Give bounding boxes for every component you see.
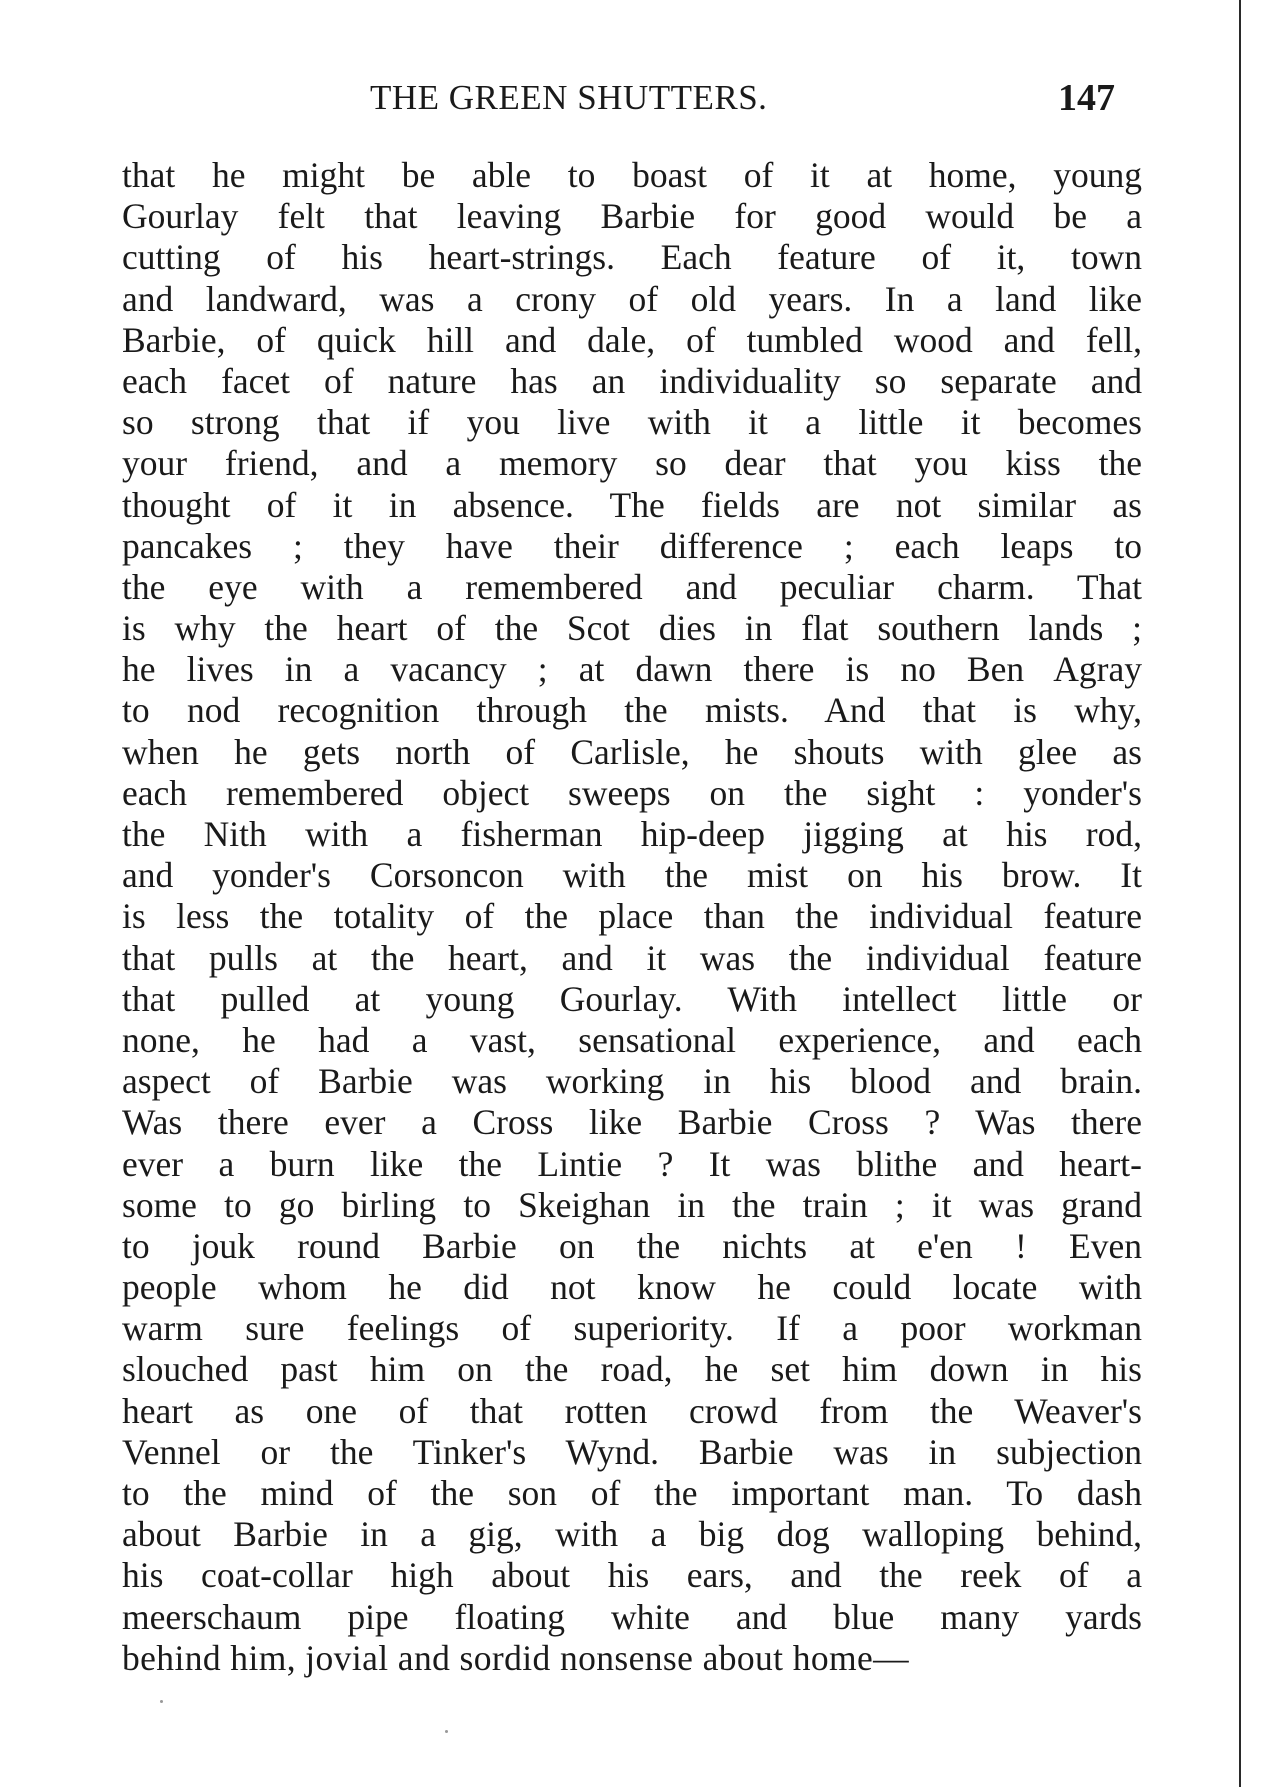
running-title: THE GREEN SHUTTERS. bbox=[370, 78, 768, 117]
text-line: the Nith with a fisherman hip-deep jigging at his rod, bbox=[122, 814, 1142, 854]
text-line: behind him, jovial and sordid nonsense about home— bbox=[122, 1637, 910, 1678]
text-line: that pulls at the heart, and it was the individual feature bbox=[122, 937, 1142, 978]
text-line: ever a burn like the Lintie ? It was blithe and heart- bbox=[122, 1143, 1142, 1184]
text-line: when he gets north of Carlisle, he shouts with glee as bbox=[122, 731, 1142, 772]
text-line: Gourlay felt that leaving Barbie for good would be a bbox=[122, 196, 1142, 237]
text-line: some to go birling to Skeighan in the train ; it was grand bbox=[122, 1184, 1142, 1225]
text-line: meerschaum pipe floating white and blue many yards bbox=[122, 1596, 1142, 1637]
text-line: pancakes ; they have their difference ; each leaps to bbox=[122, 525, 1142, 566]
page-number: 147 bbox=[1058, 77, 1115, 119]
text-line: and landward, was a crony of old years. In a land like bbox=[122, 278, 1142, 319]
text-line: to jouk round Barbie on the nichts at e'en ! Even bbox=[122, 1225, 1142, 1266]
text-line: he lives in a vacancy ; at dawn there is no Ben Agray bbox=[122, 649, 1142, 690]
text-line: to nod recognition through the mists. And that is why, bbox=[122, 690, 1142, 731]
text-line: Barbie, of quick hill and dale, of tumbled wood and fell, bbox=[122, 319, 1142, 360]
text-line: aspect of Barbie was working in his blood and brain. bbox=[122, 1061, 1142, 1102]
text-line: Was there ever a Cross like Barbie Cross ? Was there bbox=[122, 1102, 1142, 1143]
text-line: is less the totality of the place than the individual feature bbox=[122, 896, 1142, 937]
paper-speck bbox=[160, 1700, 163, 1703]
text-line: so strong that if you live with it a little it becomes bbox=[122, 402, 1142, 443]
text-line: people whom he did not know he could locate with bbox=[122, 1267, 1142, 1308]
text-line: warm sure feelings of superiority. If a poor workman bbox=[122, 1308, 1142, 1349]
text-line: slouched past him on the road, he set him down in his bbox=[122, 1349, 1142, 1390]
text-line: thought of it in absence. The fields are not similar as bbox=[122, 484, 1142, 525]
text-line: about Barbie in a gig, with a big dog walloping behind, bbox=[122, 1514, 1142, 1555]
text-line: and yonder's Corsoncon with the mist on his brow. It bbox=[122, 855, 1142, 896]
text-line: the eye with a remembered and peculiar charm. That bbox=[122, 566, 1142, 607]
text-line: that pulled at young Gourlay. With intellect little or bbox=[122, 978, 1142, 1019]
text-line: heart as one of that rotten crowd from the Weaver's bbox=[122, 1390, 1142, 1431]
text-line: each facet of nature has an individuality so separate and bbox=[122, 360, 1142, 401]
text-line: is why the heart of the Scot dies in flat southern lands ; bbox=[122, 608, 1142, 649]
text-line: his coat-collar high about his ears, and the reek of a bbox=[122, 1555, 1142, 1596]
text-line: none, he had a vast, sensational experience, and each bbox=[122, 1019, 1142, 1060]
text-line: cutting of his heart-strings. Each feature of it, town bbox=[122, 237, 1142, 278]
body-text bbox=[122, 155, 1142, 1679]
text-line: Vennel or the Tinker's Wynd. Barbie was in subjection bbox=[122, 1431, 1142, 1472]
text-line: that he might be able to boast of it at home, young bbox=[122, 155, 1142, 195]
text-line: your friend, and a memory so dear that you kiss the bbox=[122, 443, 1142, 484]
paper-speck bbox=[445, 1730, 448, 1733]
page-edge-rule bbox=[1239, 0, 1241, 1787]
text-line: to the mind of the son of the important man. To dash bbox=[122, 1473, 1142, 1513]
text-line: each remembered object sweeps on the sight : yonder's bbox=[122, 772, 1142, 813]
